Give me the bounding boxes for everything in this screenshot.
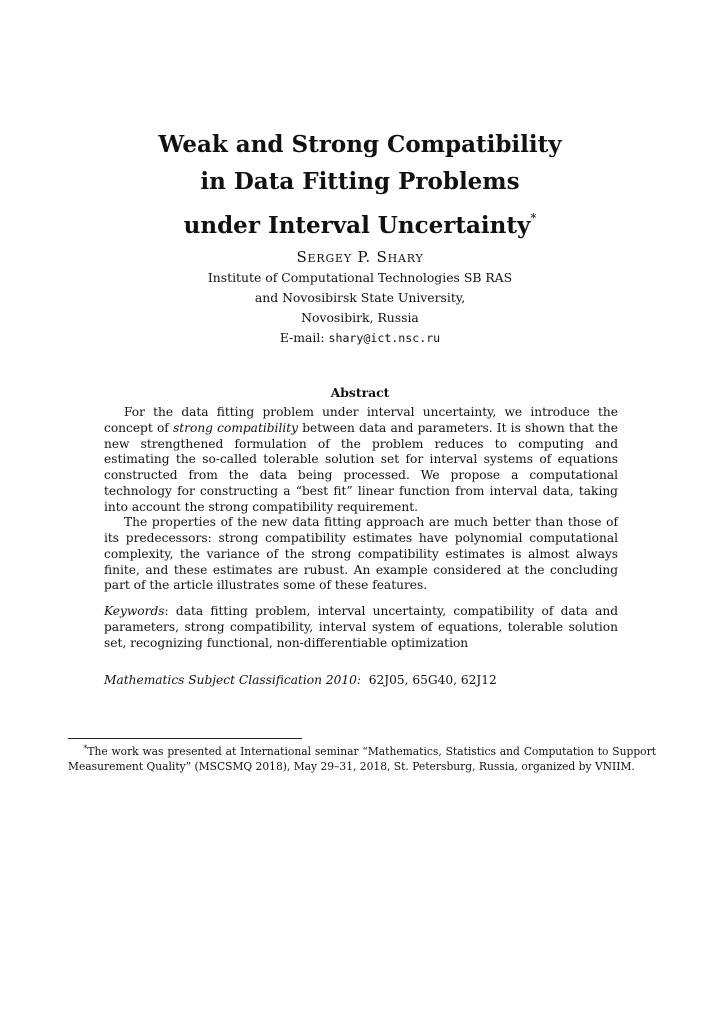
abstract-p1-end: between data and parameters. It is shown that the new strengthened formulation of the problem reduces to computing and estimating the so-called tolerable solution set for interval systems of equations constructed from the data being processed. We propose a computational technology for constructing a “best fit” linear function from interval data, taking into account the strong compatibility requirement. bbox=[104, 420, 618, 514]
paper-title bbox=[0, 126, 720, 244]
footnote-rule bbox=[68, 738, 302, 739]
abstract-heading: Abstract bbox=[330, 385, 390, 400]
keywords-label: Keywords bbox=[104, 604, 165, 618]
keywords-text: : data fitting problem, interval uncertainty, compatibility of data and parameters, strong compatibility, interval system of equations, tolerable solution set, recognizing functional, non-differentiable optimization bbox=[104, 604, 618, 650]
title-line-3 bbox=[0, 200, 720, 244]
footnote bbox=[68, 742, 656, 774]
affiliation-line-1: Institute of Computational Technologies SB RAS bbox=[207, 270, 513, 285]
abstract-paragraph-1 bbox=[104, 405, 618, 515]
abstract-p1-start: For the data fitting problem under interval uncertainty, we introduce the concept of bbox=[104, 405, 618, 435]
keywords bbox=[104, 603, 618, 651]
email-label: E-mail: bbox=[279, 330, 325, 345]
msc-codes: 62J05, 65G40, 62J12 bbox=[368, 673, 497, 687]
email-line bbox=[0, 328, 720, 348]
affiliation-line-2: and Novosibirsk State University, bbox=[254, 290, 466, 305]
title-line-2: in Data Fitting Problems bbox=[200, 168, 520, 195]
abstract-paragraph-2: The properties of the new data fitting approach are much better than those of its predecessors: strong compatibility estimates have polynomial computational complexity, the variance of the strong compatibility estimates is almost always finite, and these estimates are rubust. An example considered at the concluding part of the article illustrates some of these features. bbox=[104, 515, 618, 593]
abstract-p1-term: strong compatibility bbox=[173, 420, 299, 435]
author-name: Sergey P. Shary bbox=[296, 248, 424, 266]
msc-classification bbox=[104, 672, 618, 688]
footnote-text: The work was presented at International seminar “Mathematics, Statistics and Computation to Support Measurement Quality” (MSCSMQ 2018), May 29–31, 2018, St. Petersburg, Russia, organized by VNIIM. bbox=[68, 745, 656, 773]
title-footnote-mark: * bbox=[530, 211, 537, 225]
msc-label: Mathematics Subject Classification 2010: bbox=[104, 673, 361, 687]
affiliation-line-3: Novosibirk, Russia bbox=[301, 310, 419, 325]
title-line-1: Weak and Strong Compatibility bbox=[158, 131, 562, 158]
title-line-3-text: under Interval Uncertainty bbox=[183, 212, 531, 239]
email-address: shary@ict.nsc.ru bbox=[328, 331, 441, 345]
footnote-mark: * bbox=[83, 744, 88, 753]
author-block bbox=[0, 246, 720, 348]
abstract-body bbox=[104, 405, 618, 594]
